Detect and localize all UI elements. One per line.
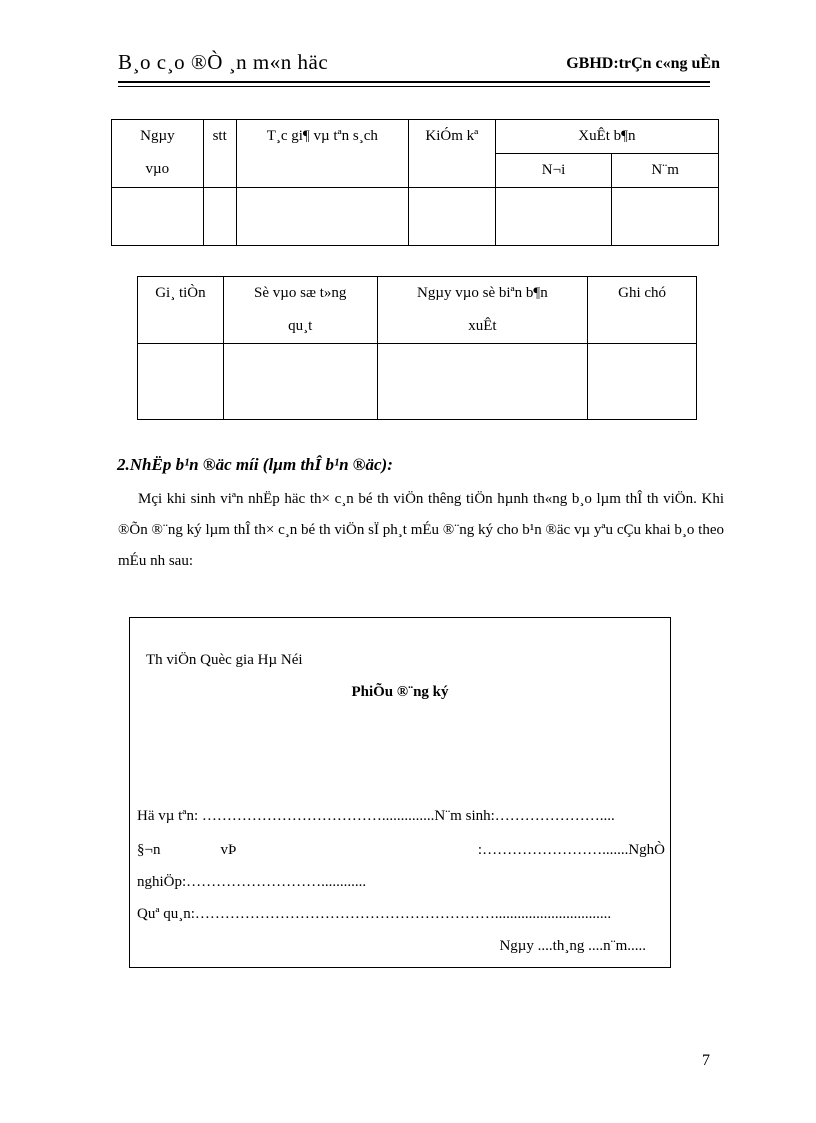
table-cell	[612, 188, 719, 246]
col-place: N¬i	[495, 154, 612, 188]
form-library-name: Th viÖn Quèc gia Hµ Néi	[146, 652, 303, 668]
table-cell	[112, 188, 204, 246]
table-cell	[203, 188, 236, 246]
registration-form	[129, 617, 671, 968]
col-price: Gi¸ tiÒn	[138, 277, 224, 344]
table-cell	[138, 344, 224, 420]
header-rule-thick	[118, 81, 710, 83]
col-out-line2: xuÊt	[468, 318, 497, 334]
form-line-date: Ngµy ....th¸ng ....n¨m.....	[499, 938, 646, 954]
form-unit-a: §¬n	[137, 842, 161, 858]
form-line-name: Hä vµ tªn: ………………………………..............N¨m sinh:…………………....	[137, 808, 615, 824]
form-line-job: nghiÖp:………………………............	[137, 874, 367, 890]
col-date-line2: vµo	[145, 161, 170, 177]
table-cell	[408, 188, 495, 246]
header-title: B¸o c¸o ®Ò ¸n m«n häc	[118, 50, 329, 74]
header-rule-thin	[118, 86, 710, 87]
col-gift-line1: Sè vµo sæ t»ng	[254, 285, 347, 301]
form-line-hometown: Quª qu¸n:……………………………………………………...............................	[137, 906, 612, 922]
col-gift-line2: qu¸t	[288, 318, 313, 334]
table-cell	[236, 188, 408, 246]
col-note: Ghi chó	[588, 277, 697, 344]
table-cell	[588, 344, 697, 420]
inventory-table	[111, 119, 719, 246]
header-supervisor: GBHD:trÇn c«ng uÈn	[566, 55, 720, 72]
form-line-unit	[137, 842, 665, 859]
col-out	[377, 277, 588, 344]
form-title: PhiÕu ®¨ng ký	[351, 684, 449, 700]
section-paragraph: Mçi khi sinh viªn nhËp häc th× c¸n bé th viÖn thêng tiÖn hµnh th«ng b¸o lµm thÎ th viÖn. Khi ®Õn ®¨ng ký lµm thÎ th× c¸n bé th viÖn sÏ ph¸t mÉu ®¨ng ký cho b¹n ®äc vµ yªu cÇu khai b¸o theo mÉu nh sau:	[118, 491, 724, 569]
col-author-title: T¸c gi¶ vµ tªn s¸ch	[236, 120, 408, 188]
form-unit-c: :…………………….......NghÒ	[477, 842, 665, 858]
page-number: 7	[702, 1052, 710, 1069]
col-date-in	[112, 120, 204, 188]
col-stt: stt	[203, 120, 236, 188]
table-cell	[377, 344, 588, 420]
col-year: N¨m	[612, 154, 719, 188]
price-table	[137, 276, 697, 420]
form-unit-b: vÞ	[220, 842, 237, 858]
section-title: 2.NhËp b¹n ®äc míi (lµm thÎ b¹n ®äc):	[117, 455, 393, 474]
col-publish: XuÊt b¶n	[495, 120, 718, 154]
col-out-line1: Ngµy vµo sè biªn b¶n	[417, 285, 548, 301]
col-gift	[223, 277, 377, 344]
table-cell	[223, 344, 377, 420]
col-date-line1: Ngµy	[140, 128, 175, 144]
table-cell	[495, 188, 612, 246]
col-check: KiÓm kª	[408, 120, 495, 188]
